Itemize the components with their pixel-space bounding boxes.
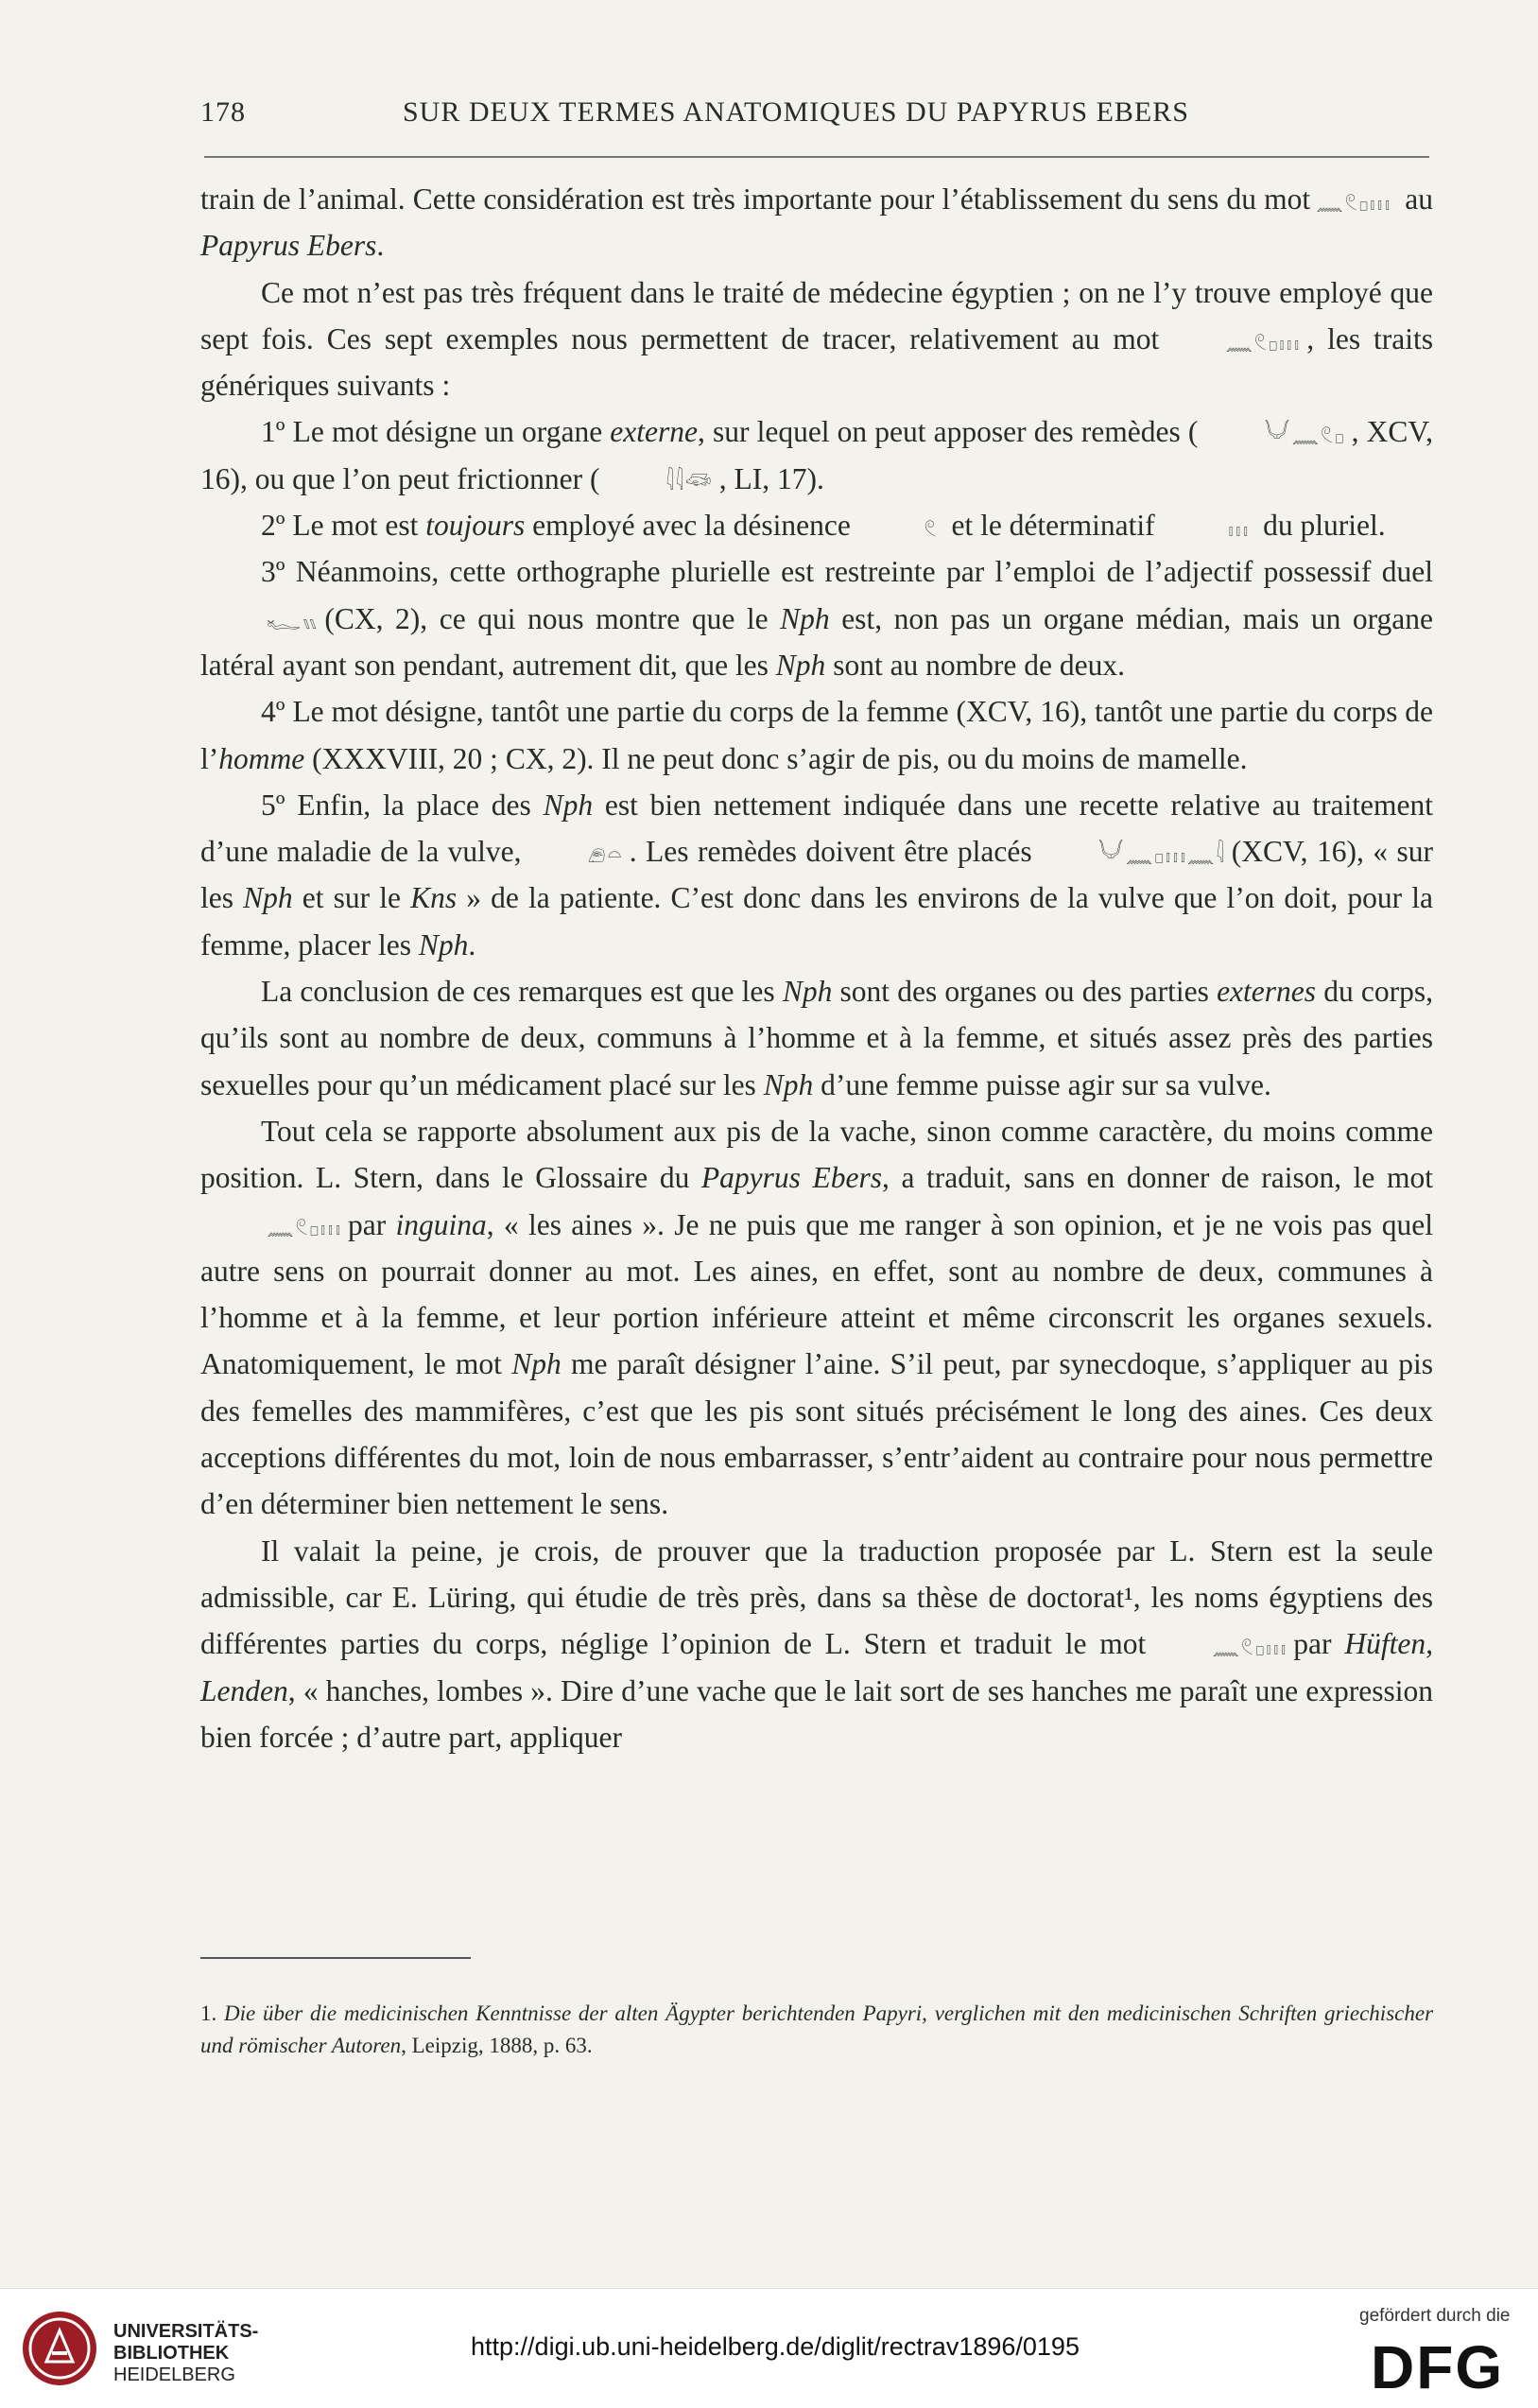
hieroglyph-dual: 𓆑𓏭 xyxy=(267,608,320,635)
library-name: UNIVERSITÄTS- BIBLIOTHEK HEIDELBERG xyxy=(113,2321,259,2385)
paragraph-2: Ce mot n’est pas très fréquent dans le traité de médecine égyptien ; on ne l’y trouve employé que sept fois. Ces sept exemples nous permettent de tracer, relativement au mot 𓈖𓏲𓊪𓏥 , les traits génériques suivants : xyxy=(200,275,1433,403)
hieroglyph-remedies: 𓄋𓈖𓏲𓊪 xyxy=(1264,422,1346,449)
university-seal-icon xyxy=(21,2310,98,2387)
permalink-url[interactable]: http://digi.ub.uni-heidelberg.de/diglit/rectrav1896/0195 xyxy=(471,2332,1080,2361)
funding-caption: gefördert durch die xyxy=(1359,2306,1511,2326)
paragraph-8: La conclusion de ces remarques est que les Nph sont des organes ou des parties externes du corps, qu’ils sont au nombre de deux, communs à l’homme et à la femme, et situés assez près des parties sexuelles pour qu’un médicament placé sur les Nph d’une femme puisse agir sur sa vulve. xyxy=(200,975,1434,1101)
paragraph-3: 1º Le mot désigne un organe externe, sur lequel on peut apposer des remèdes ( 𓄋𓈖𓏲𓊪 , XCV, 16), ou que l’on peut frictionner ( 𓇋𓇋𓆛 , LI, 17). xyxy=(200,415,1433,495)
footnote: 1. Die über die medicinischen Kenntnisse der alten Ägypter berichtenden Papyri, verglichen mit den medicinischen Schriften griechischer und römischer Autoren, Leipzig, 1888, p. 63. xyxy=(200,2001,1434,2057)
dfg-logo: DFG xyxy=(1371,2333,1505,2401)
hieroglyph-nph: 𓈖𓏲𓊪𓏥 xyxy=(1316,188,1392,216)
paragraph-10: Il valait la peine, je crois, de prouver que la traduction proposée par L. Stern est la seule admissible, car E. Lüring, qui étudie de très près, dans sa thèse de doctorat¹, les noms égyptiens des différentes parties du corps, néglige l’opinion de L. Stern et traduit le mot 𓈖𓏲𓊪𓏥 par Hüften, Lenden, « hanches, lombes ». Dire d’une vache que le lait sort de ses hanches me paraît une expression bien forcée ; d’autre part, appliquer xyxy=(200,1533,1433,1754)
digitization-footer xyxy=(0,2288,1538,2408)
hieroglyph-nph: 𓈖𓏲𓊪𓏥 xyxy=(1225,328,1302,355)
paragraph-7: 5º Enfin, la place des Nph est bien nettement indiquée dans une recette relative au traitement d’une maladie de la vulve, 𓂉𓏏 . Les remèdes doivent être placés 𓄋𓈖𓊪𓏥𓈖𓇋 (XCV, 16), « sur les Nph et sur le Kns » de la patiente. C’est donc dans les environs de la vulve que l’on doit, pour la femme, placer les Nph. xyxy=(200,788,1433,961)
paragraph-6: 4º Le mot désigne, tantôt une partie du corps de la femme (XCV, 16), tantôt une partie du corps de l’homme (XXXVIII, 20 ; CX, 2). Il ne peut donc s’agir de pis, ou du moins de mamelle. xyxy=(200,695,1433,775)
hieroglyph-nph: 𓈖𓏲𓊪𓏥 xyxy=(1212,1633,1288,1660)
running-title: SUR DEUX TERMES ANATOMIQUES DU PAPYRUS EBERS xyxy=(403,96,1189,128)
paragraph-1: train de l’animal. Cette considération est très importante pour l’établissement du sens du mot 𓈖𓏲𓊪𓏥 au Papyrus Ebers. xyxy=(200,182,1433,263)
hieroglyph-rub: 𓇋𓇋𓆛 xyxy=(665,468,714,495)
header-rule xyxy=(204,156,1429,158)
paragraph-5: 3º Néanmoins, cette orthographe plurielle est restreinte par l’emploi de l’adjectif possessif duel𓆑𓏭 (CX, 2), ce qui nous montre que le Nph est, non pas un organe médian, mais un organe latéral ayant son pendant, autrement dit, que les Nph sont au nombre de deux. xyxy=(200,555,1433,682)
hieroglyph-nph: 𓈖𓏲𓊪𓏥 xyxy=(267,1214,342,1241)
paragraph-9: Tout cela se rapporte absolument aux pis de la vache, sinon comme caractère, du moins comme position. L. Stern, dans le Glossaire du Papyrus Ebers, a traduit, sans en donner de raison, le mot𓈖𓏲𓊪𓏥 par inguina, « les aines ». Je ne puis que me ranger à son opinion, et je ne vois pas quel autre sens on pourrait donner au mot. Les aines, en effet, sont au nombre de deux, communes à l’homme et à la femme, et leur portion inférieure atteint et même circonscrit les organes sexuels. Anatomiquement, le mot Nph me paraît désigner l’aine. S’il peut, par synecdoque, s’appliquer au pis des femelles des mammifères, c’est que les pis sont situés précisément le long des aines. Ces deux acceptions différentes du mot, loin de nous embarrasser, s’entr’aident au contraire pour nous permettre d’en déterminer bien nettement le sens. xyxy=(200,1114,1434,1521)
hieroglyph-placement: 𓄋𓈖𓊪𓏥𓈖𓇋 xyxy=(1097,840,1226,868)
hieroglyph-vulva: 𓂉𓏏 xyxy=(587,840,624,868)
paragraph-4: 2º Le mot est toujours employé avec la désinence 𓏲 et le déterminatif 𓏥 du pluriel. xyxy=(261,509,1386,543)
body-text xyxy=(200,176,1433,1760)
hieroglyph-ending: 𓏲 xyxy=(924,514,939,542)
page-number: 178 xyxy=(200,96,246,128)
footnote-rule xyxy=(200,1957,471,1959)
hieroglyph-plural: 𓏥 xyxy=(1228,514,1251,542)
